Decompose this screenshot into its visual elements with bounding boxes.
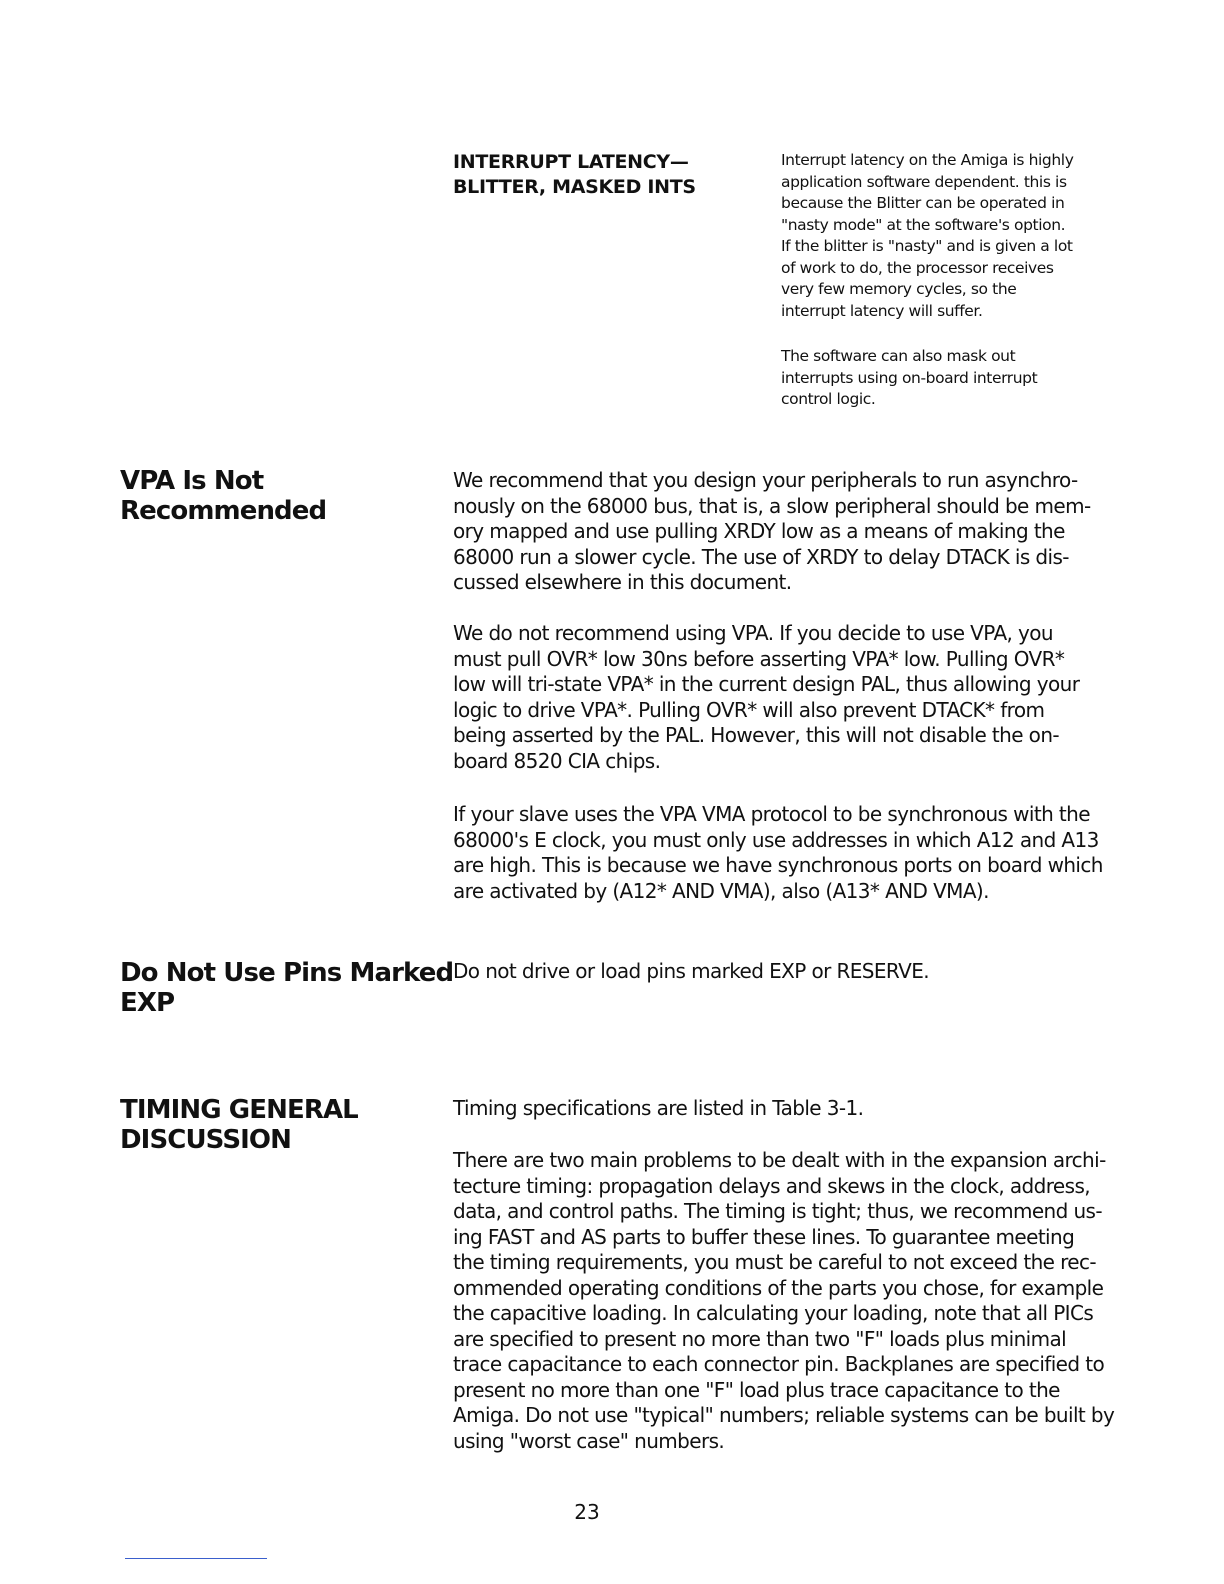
timing-section-heading [120,1095,440,1155]
heading-line: BLITTER, MASKED INTS [453,176,696,198]
interrupt-latency-paragraph-2 [781,346,1099,411]
heading-line: INTERRUPT LATENCY— [453,151,689,173]
text-line: the capacitive loading. In calculating your loading, note that all PICs [453,1301,1094,1325]
text-line: low will tri-state VPA* in the current design PAL, thus allowing your [453,672,1080,696]
text-line: ommended operating conditions of the parts you chose, for example [453,1275,1104,1300]
text-line: of work to do, the processor receives [781,258,1054,277]
text-line: There are two main problems to be dealt with in the expansion archi- [453,1148,1106,1172]
text-line: using "worst case" numbers. [453,1428,725,1453]
vpa-paragraph-3 [453,802,1103,904]
heading-line: EXP [120,988,175,1018]
text-line: being asserted by the PAL. However, this will not disable the on- [453,723,1060,747]
text-line: logic to drive VPA*. Pulling OVR* will also prevent DTACK* from [453,697,1045,722]
heading-line: DISCUSSION [120,1125,291,1155]
text-line: The software can also mask out [781,347,1016,365]
text-line: board 8520 CIA chips. [453,748,661,773]
text-line: nously on the 68000 bus, that is, a slow peripheral should be mem- [453,493,1091,518]
text-line: We do not recommend using VPA. If you decide to use VPA, you [453,621,1053,645]
heading-line: Recommended [120,496,327,526]
text-line: tecture timing: propagation delays and skews in the clock, address, [453,1173,1091,1198]
text-line: present no more than one "F" load plus trace capacitance to the [453,1377,1060,1402]
text-line: the timing requirements, you must be careful to not exceed the rec- [453,1250,1097,1274]
text-line: 68000's E clock, you must only use addresses in which A12 and A13 [453,827,1099,852]
page-number: 23 [574,1500,600,1524]
interrupt-latency-heading [453,150,743,200]
vpa-paragraph-1 [453,468,1103,596]
text-line: must pull OVR* low 30ns before asserting VPA* low. Pulling OVR* [453,646,1065,671]
text-line: are activated by (A12* AND VMA), also (A13* AND VMA). [453,878,989,903]
text-line: Timing specifications are listed in Table 3-1. [453,1096,864,1120]
heading-line: VPA Is Not [120,466,264,496]
footer-divider [125,1558,267,1559]
heading-line: Do Not Use Pins Marked [120,958,454,988]
text-line: If the blitter is "nasty" and is given a lot [781,237,1073,255]
text-line: because the Blitter can be operated in [781,194,1065,212]
text-line: cussed elsewhere in this document. [453,570,792,594]
heading-line: TIMING GENERAL [120,1095,358,1125]
text-line: application software dependent. this is [781,172,1067,191]
text-line: We recommend that you design your peripherals to run asynchro- [453,468,1078,492]
text-line: "nasty mode" at the software's option. [781,215,1066,234]
interrupt-latency-paragraph-1 [781,150,1099,322]
timing-paragraph-2 [453,1148,1115,1454]
text-line: very few memory cycles, so the [781,280,1017,298]
text-line: are specified to present no more than two "F" loads plus minimal [453,1326,1067,1351]
text-line: interrupt latency will suffer. [781,301,983,320]
vpa-paragraph-2 [453,621,1103,774]
exp-section-heading [120,958,454,1018]
text-line: If your slave uses the VPA VMA protocol to be synchronous with the [453,802,1090,826]
text-line: data, and control paths. The timing is tight; thus, we recommend us- [453,1199,1102,1223]
vpa-section-heading [120,466,440,526]
text-line: ing FAST and AS parts to buffer these lines. To guarantee meeting [453,1224,1075,1249]
text-line: interrupts using on-board interrupt [781,368,1038,387]
text-line: Do not drive or load pins marked EXP or RESERVE. [453,959,930,983]
text-line: Amiga. Do not use "typical" numbers; reliable systems can be built by [453,1403,1115,1427]
text-line: control logic. [781,390,876,408]
text-line: Interrupt latency on the Amiga is highly [781,151,1074,169]
text-line: 68000 run a slower cycle. The use of XRDY to delay DTACK is dis- [453,544,1069,569]
timing-paragraph-1 [453,1096,1103,1122]
text-line: are high. This is because we have synchronous ports on board which [453,853,1103,877]
text-line: ory mapped and use pulling XRDY low as a means of making the [453,519,1065,543]
text-line: trace capacitance to each connector pin. Backplanes are specified to [453,1352,1105,1376]
exp-paragraph-1 [453,959,1103,985]
